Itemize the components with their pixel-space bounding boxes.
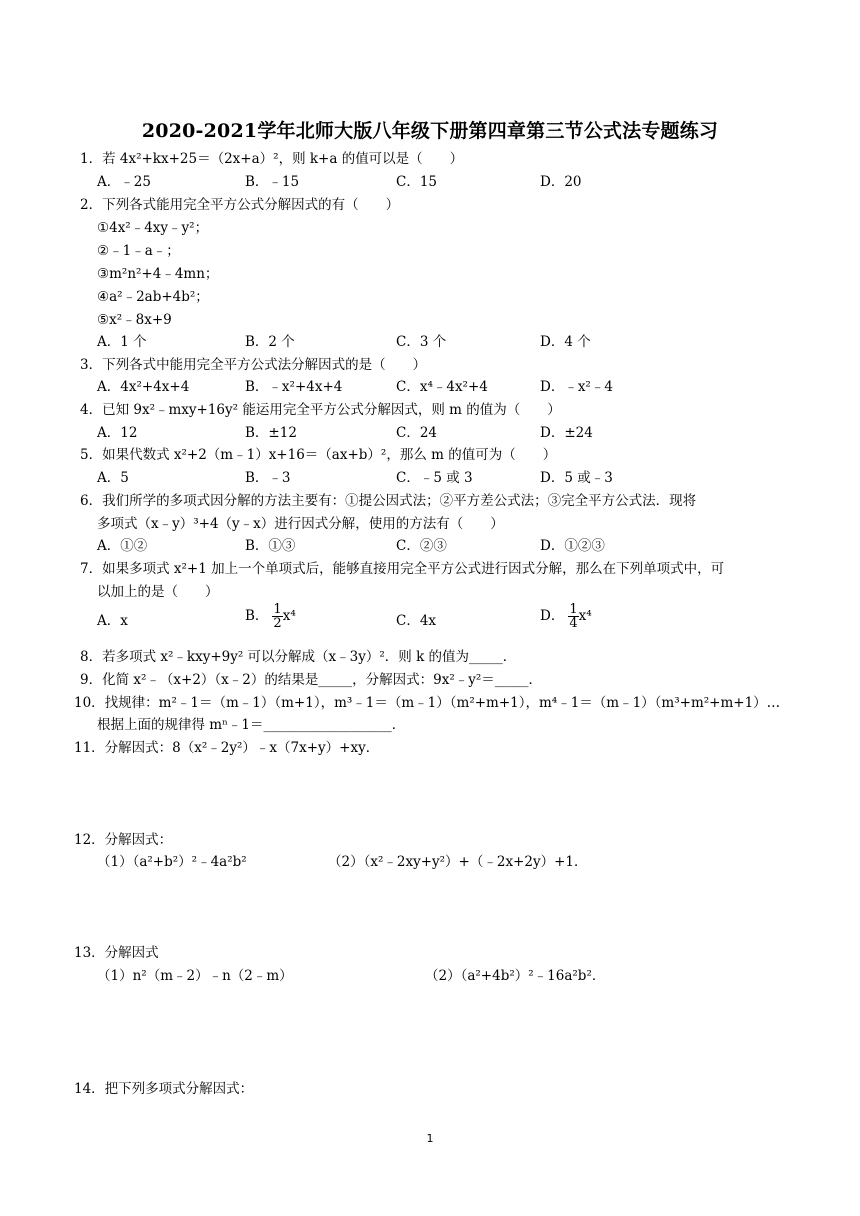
- question-5-option-b: B．﹣3: [245, 470, 291, 486]
- question-4-option-a: A．12: [97, 425, 138, 441]
- question-2-option-d: D．4 个: [540, 334, 591, 350]
- fraction-numerator: 1: [569, 602, 578, 617]
- question-5-option-d: D．5 或﹣3: [540, 470, 613, 486]
- question-6-option-a: A．①②: [97, 538, 148, 554]
- question-8: 8．若多项式 x²﹣kxy+9y² 可以分解成（x﹣3y）²．则 k 的值为_____．: [80, 649, 517, 665]
- question-7-option-a: A．x: [97, 613, 128, 629]
- question-2-option-a: A．1 个: [97, 334, 147, 350]
- page-number: 1: [426, 1132, 434, 1145]
- option-b-label: B．: [245, 608, 269, 624]
- question-7-stem-continued: 以加上的是（ ）: [97, 584, 219, 600]
- question-5-option-a: A．5: [97, 470, 129, 486]
- fraction-denominator: 2: [273, 616, 282, 631]
- question-7-option-c: C．4x: [396, 613, 437, 629]
- question-4-stem: 4．已知 9x²﹣mxy+16y² 能运用完全平方公式分解因式，则 m 的值为（ ）: [80, 402, 561, 418]
- question-2-item: ①4x²﹣4xy﹣y²；: [97, 220, 209, 236]
- question-4-option-c: C．24: [396, 425, 438, 441]
- question-6-stem-continued: 多项式（x﹣y）³+4（y﹣x）进行因式分解，使用的方法有（ ）: [97, 516, 504, 532]
- question-1-option-a: A．﹣25: [97, 174, 151, 190]
- question-12-part-2: （2）（x²﹣2xy+y²）+（﹣2x+2y）+1．: [328, 854, 588, 870]
- question-7-option-b: [245, 603, 296, 630]
- question-7-option-d: [540, 603, 592, 630]
- question-5-option-c: C．﹣5 或 3: [396, 470, 473, 486]
- question-3-option-b: B．﹣x²+4x+4: [245, 379, 343, 395]
- question-12-part-1: （1）（a²+b²）²﹣4a²b²: [97, 854, 247, 870]
- question-3-option-c: C．x⁴﹣4x²+4: [396, 379, 488, 395]
- fraction-tail: x⁴: [578, 608, 592, 624]
- fraction-one-quarter: [568, 603, 578, 630]
- page-title: 2020-2021学年北师大版八年级下册第四章第三节公式法专题练习: [141, 120, 719, 142]
- question-2-item: ②﹣1﹣a﹣；: [97, 243, 180, 259]
- question-13-stem: 13．分解因式: [74, 945, 159, 961]
- question-11: 11．分解因式：8（x²﹣2y²）﹣x（7x+y）+xy．: [74, 740, 380, 756]
- question-3-option-d: D．﹣x²﹣4: [540, 379, 613, 395]
- question-2-item: ④a²﹣2ab+4b²；: [97, 289, 209, 305]
- question-2-stem: 2．下列各式能用完全平方公式分解因式的有（ ）: [80, 197, 400, 213]
- question-3-stem: 3．下列各式中能用完全平方公式法分解因式的是（ ）: [80, 357, 427, 373]
- question-13-part-1: （1）n²（m﹣2）﹣n（2﹣m）: [97, 968, 293, 984]
- question-2-item: ③m²n²+4﹣4mn；: [97, 266, 219, 282]
- question-4-option-d: D．±24: [540, 425, 593, 441]
- question-10-line-1: 10．找规律：m²﹣1＝（m﹣1）（m+1），m³﹣1＝（m﹣1）（m²+m+1），m⁴﹣1＝（m﹣1）（m³+m²+m+1）…: [74, 695, 781, 711]
- question-6-option-b: B．①③: [245, 538, 296, 554]
- question-4-option-b: B．±12: [245, 425, 297, 441]
- question-10-line-2: 根据上面的规律得 mⁿ﹣1＝___________________．: [97, 717, 406, 733]
- question-1-option-d: D．20: [540, 174, 582, 190]
- question-1-option-c: C．15: [396, 174, 438, 190]
- fraction-tail: x⁴: [282, 608, 296, 624]
- question-13-part-2: （2）（a²+4b²）²﹣16a²b²．: [425, 968, 606, 984]
- fraction-denominator: 4: [569, 616, 578, 631]
- question-7-stem: 7．如果多项式 x²+1 加上一个单项式后，能够直接用完全平方公式进行因式分解，那么在下列单项式中，可: [80, 561, 725, 577]
- question-1-stem: 1．若 4x²+kx+25＝（2x+a）²，则 k+a 的值可以是（ ）: [80, 151, 464, 167]
- question-12-stem: 12．分解因式：: [74, 832, 173, 848]
- question-5-stem: 5．如果代数式 x²+2（m﹣1）x+16＝（ax+b）²，那么 m 的值可为（ ）: [80, 447, 557, 463]
- question-2-option-b: B．2 个: [245, 334, 295, 350]
- question-2-option-c: C．3 个: [396, 334, 447, 350]
- question-3-option-a: A．4x²+4x+4: [97, 379, 190, 395]
- question-6-option-c: C．②③: [396, 538, 447, 554]
- question-14-stem: 14．把下列多项式分解因式：: [74, 1081, 254, 1097]
- question-2-item: ⑤x²﹣8x+9: [97, 312, 172, 328]
- fraction-numerator: 1: [273, 602, 282, 617]
- question-1-option-b: B．﹣15: [245, 174, 300, 190]
- question-6-option-d: D．①②③: [540, 538, 605, 554]
- question-6-stem: 6．我们所学的多项式因分解的方法主要有：①提公因式法；②平方差公式法；③完全平方公式法．现将: [80, 493, 697, 509]
- question-9: 9．化简 x²﹣（x+2）（x﹣2）的结果是_____，分解因式：9x²﹣y²＝_____．: [80, 672, 543, 688]
- fraction-one-half: [272, 603, 282, 630]
- option-d-label: D．: [540, 608, 565, 624]
